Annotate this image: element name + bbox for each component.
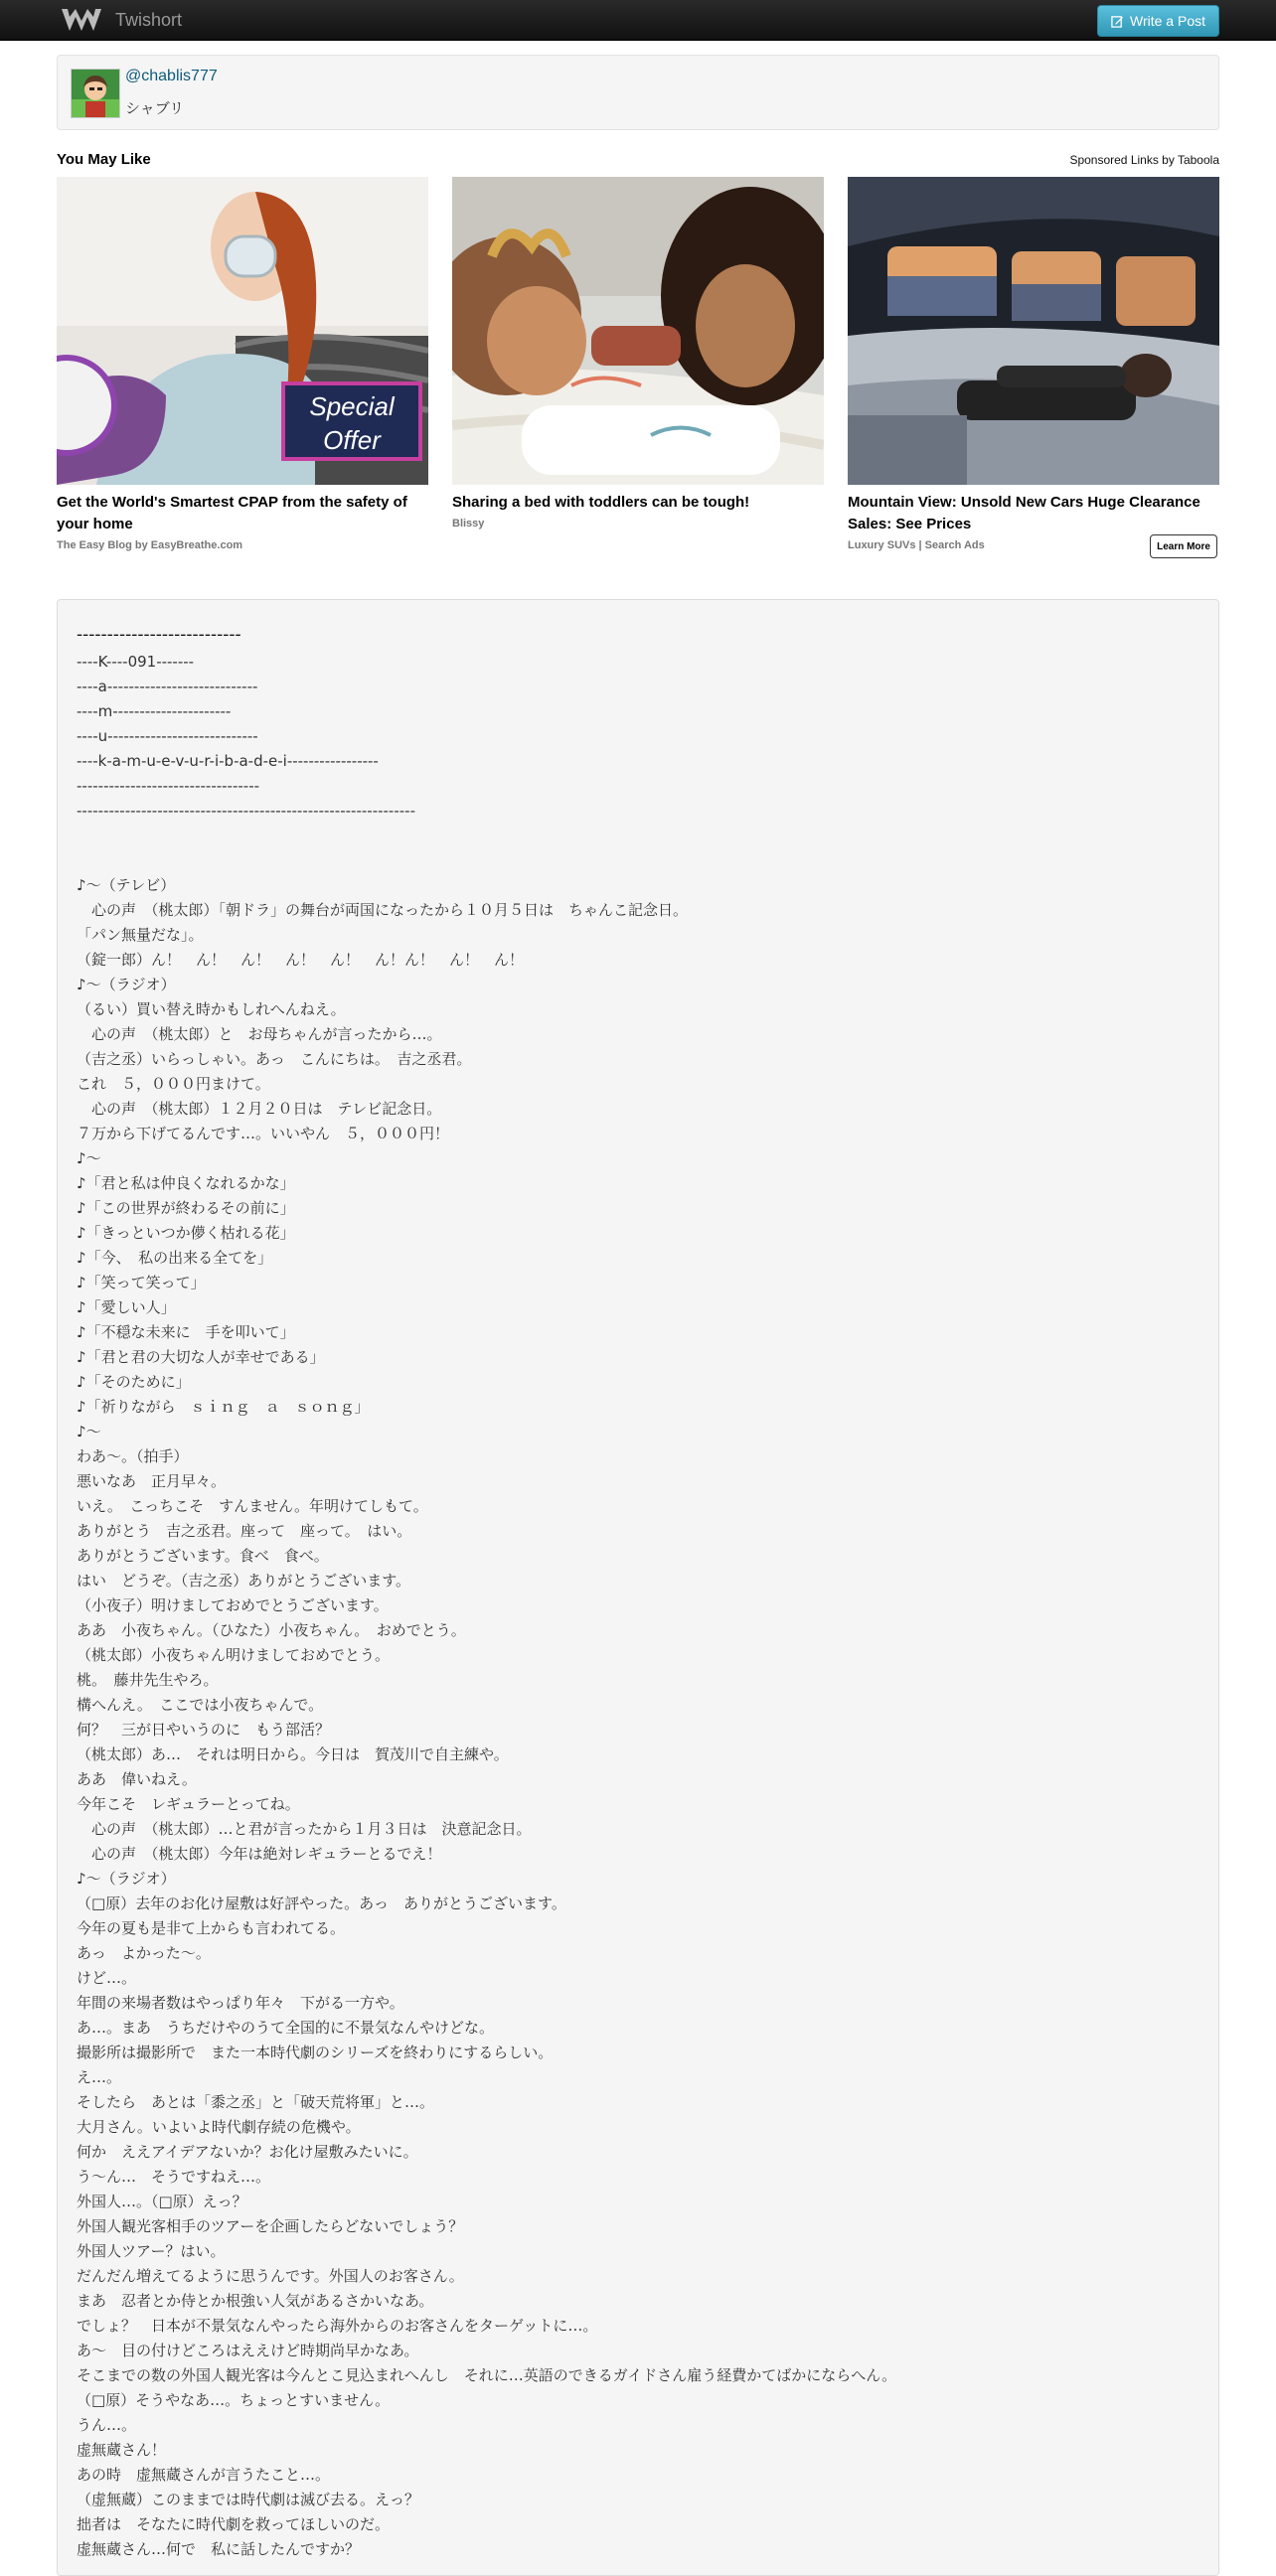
car-interior-photo-icon	[848, 177, 1219, 485]
author-username: @chablis777	[125, 68, 218, 84]
post-line: あ…。まあ うちだけやのうて全国的に不景気なんやけどな。	[77, 2019, 495, 2037]
twishort-logo-icon	[60, 7, 103, 33]
post-line: でしょ？ 日本が不景気なんやったら海外からのお客さんをターゲットに…。	[77, 2317, 598, 2335]
post-line: ----a----------------------------	[77, 678, 258, 695]
post-line: ♪～（テレビ）	[77, 876, 176, 894]
post-line: まあ 忍者とか侍とか根強い人気があるさかいなあ。	[77, 2292, 434, 2310]
post-line: う～ん… そうですねえ…。	[77, 2168, 271, 2186]
post-line: ♪～	[77, 1423, 101, 1440]
post-line: ♪～（ラジオ）	[77, 976, 176, 993]
post-line: 悪いなあ 正月早々。	[77, 1472, 227, 1490]
post-line: 外国人観光客相手のツアーを企画したらどないでしょう？	[77, 2217, 464, 2235]
post-line: ---------------------------	[77, 625, 241, 645]
post-line: あの時 虚無蔵さんが言うたこと…。	[77, 2466, 331, 2484]
post-line: ♪「祈りながら ｓｉｎｇ ａ ｓｏｎｇ」	[77, 1398, 370, 1416]
card-source: The Easy Blog by EasyBreathe.com	[57, 539, 243, 551]
post-line: ♪～（ラジオ）	[77, 1870, 176, 1888]
brand-link[interactable]	[60, 7, 182, 33]
post-line: ----m----------------------	[77, 702, 232, 720]
post-line: 外国人ツアー？はい。	[77, 2242, 226, 2260]
post-line: 心の声 （桃太郎）…と君が言ったから１月３日は 決意記念日。	[77, 1820, 532, 1838]
post-line: ああ 偉いねえ。	[77, 1770, 197, 1788]
post-line: ♪「笑って笑って」	[77, 1274, 206, 1291]
post-body	[77, 620, 1208, 2562]
card-image-cpap[interactable]	[57, 177, 428, 485]
post-line: （るい）買い替え時かもしれへんねえ。	[77, 1000, 346, 1018]
post-line: ♪「愛しい人」	[77, 1298, 176, 1316]
post-line: 虚無蔵さん…何で 私に話したんですか？	[77, 2540, 361, 2558]
card-title[interactable]: Get the World's Smartest CPAP from the safety of your home	[57, 494, 407, 532]
edit-icon	[1111, 15, 1124, 28]
post-line: ----------------------------------	[77, 777, 260, 795]
sponsored-links-label[interactable]: Sponsored Links by Taboola	[1069, 153, 1219, 167]
write-post-label: Write a Post	[1130, 13, 1205, 29]
post-line: わあ～。（拍手）	[77, 1447, 189, 1465]
post-line: 「パン無量だな」。	[77, 926, 204, 944]
recommendation-card[interactable]	[452, 177, 824, 530]
special-offer-text: Special	[309, 391, 395, 421]
author-username-link[interactable]	[125, 68, 218, 85]
post-line: 心の声 （桃太郎）１２月２０日は テレビ記念日。	[77, 1100, 442, 1118]
post-line: ああ 小夜ちゃん。（ひなた）小夜ちゃん。 おめでとう。	[77, 1621, 466, 1639]
post-line: あ～ 目の付けどころはええけど時期尚早かなあ。	[77, 2342, 419, 2359]
post-line: 今年こそ レギュラーとってね。	[77, 1795, 300, 1813]
recommendation-cards	[57, 177, 1219, 574]
post-line: けど…。	[77, 1969, 137, 1987]
cpap-photo-icon	[57, 177, 428, 485]
post-line: ♪「君と君の大切な人が幸せである」	[77, 1348, 325, 1366]
post-line: 心の声 （桃太郎）と お母ちゃんが言ったから…。	[77, 1025, 442, 1043]
post-line: ♪「君と私は仲良くなれるかな」	[77, 1174, 295, 1192]
post-line: これ ５，０００円まけて。	[77, 1075, 270, 1093]
card-image-car[interactable]	[848, 177, 1219, 485]
post-line: （虚無蔵）このままでは時代劇は滅び去る。えっ？	[77, 2491, 420, 2508]
recommendation-card[interactable]	[57, 177, 428, 551]
post-line: 外国人…。（□原）えっ？	[77, 2193, 247, 2210]
post-line: いえ。 こっちこそ すんません。年明けてしもて。	[77, 1497, 428, 1515]
post-line: え…。	[77, 2068, 122, 2086]
post-line: 大月さん。いよいよ時代劇存続の危機や。	[77, 2118, 361, 2136]
post-line: 虚無蔵さん！	[77, 2441, 167, 2459]
post-line: 何か ええアイデアないか？お化け屋敷みたいに。	[77, 2143, 418, 2161]
post-content	[57, 599, 1219, 2576]
post-line: ----k-a-m-u-e-v-u-r-i-b-a-d-e-i-----------------	[77, 752, 379, 770]
post-line: うん…。	[77, 2416, 137, 2434]
post-line: そしたら あとは「黍之丞」と「破天荒将軍」と…。	[77, 2093, 435, 2111]
post-line: （桃太郎）小夜ちゃん明けましておめでとう。	[77, 1646, 391, 1664]
post-line: ----K----091-------	[77, 653, 195, 671]
post-line: 撮影所は撮影所で また一本時代劇のシリーズを終わりにするらしい。	[77, 2044, 554, 2061]
avatar-image-icon	[72, 70, 119, 117]
card-source: Blissy	[452, 518, 485, 530]
svg-text:Offer: Offer	[323, 425, 381, 455]
recommendations-header	[57, 151, 1219, 171]
post-line: ♪「きっといつか儚く枯れる花」	[77, 1224, 295, 1242]
post-line: （錠一郎）ん！ ん！ ん！ ん！ ん！ ん！ん！ ん！ ん！	[77, 951, 525, 969]
post-line: 今年の夏も是非て上からも言われてる。	[77, 1919, 346, 1937]
post-line: 構へんえ。 ここでは小夜ちゃんで。	[77, 1696, 324, 1714]
bed-photo-icon	[452, 177, 824, 485]
avatar[interactable]	[71, 69, 120, 118]
post-line: ７万から下げてるんです…。いいやん ５，０００円！	[77, 1125, 450, 1142]
post-line: ♪「今、 私の出来る全てを」	[77, 1249, 273, 1267]
card-source: Luxury SUVs | Search Ads	[848, 539, 985, 551]
post-line: あっ よかった～。	[77, 1944, 211, 1962]
post-line: だんだん増えてるように思うんです。外国人のお客さん。	[77, 2267, 464, 2285]
recommendations-heading: You May Like	[57, 151, 151, 168]
post-line: そこまでの数の外国人観光客は今んとこ見込まれへんし それに…英語のできるガイドさん雇う経費かてばかにならへん。	[77, 2366, 897, 2384]
post-line: （桃太郎）あ… それは明日から。今日は 賀茂川で自主練や。	[77, 1745, 509, 1763]
post-line: （小夜子）明けましておめでとうございます。	[77, 1596, 389, 1614]
post-line: 年間の来場者数はやっぱり年々 下がる一方や。	[77, 1994, 404, 2012]
post-line: ♪「この世界が終わるその前に」	[77, 1199, 295, 1217]
author-display-name: シャブリ	[125, 99, 185, 117]
top-navbar	[0, 0, 1276, 41]
post-line: はい どうぞ。（吉之丞）ありがとうございます。	[77, 1572, 411, 1590]
write-post-button[interactable]	[1097, 5, 1219, 37]
post-line: ♪「不穏な未来に 手を叩いて」	[77, 1323, 295, 1341]
post-line: 心の声 （桃太郎）「朝ドラ」の舞台が両国になったから１０月５日は ちゃんこ記念日。	[77, 901, 689, 919]
post-line: ----u----------------------------	[77, 727, 258, 745]
post-line: ♪～	[77, 1149, 101, 1167]
card-title[interactable]: Mountain View: Unsold New Cars Huge Clearance Sales: See Prices	[848, 494, 1200, 532]
post-line: ありがとう 吉之丞君。座って 座って。 はい。	[77, 1522, 412, 1540]
post-line	[77, 824, 1208, 848]
post-line: ♪「そのために」	[77, 1373, 191, 1391]
recommendation-card[interactable]	[848, 177, 1219, 551]
post-line: （吉之丞）いらっしゃい。あっ こんにちは。 吉之丞君。	[77, 1050, 472, 1068]
card-title[interactable]: Sharing a bed with toddlers can be tough!	[452, 494, 750, 511]
post-line: ---------------------------------------------------------------	[77, 802, 415, 820]
post-line: （□原）そうやなあ…。ちょっとすいません。	[77, 2391, 391, 2409]
learn-more-button[interactable]: Learn More	[1150, 534, 1217, 558]
brand-name: Twishort	[115, 9, 183, 30]
post-line: 何？ 三が日やいうのに もう部活？	[77, 1721, 331, 1739]
post-line: （□原）去年のお化け屋敷は好評やった。あっ ありがとうございます。	[77, 1894, 566, 1912]
post-line: ありがとうございます。食べ 食べ。	[77, 1547, 329, 1565]
post-line: 桃。 藤井先生やろ。	[77, 1671, 219, 1689]
post-line: 心の声 （桃太郎）今年は絶対レギュラーとるでえ！	[77, 1845, 442, 1863]
post-line	[77, 848, 1208, 873]
author-card	[57, 55, 1219, 130]
post-line: 拙者は そなたに時代劇を救ってほしいのだ。	[77, 2515, 391, 2533]
card-image-bed[interactable]	[452, 177, 824, 485]
